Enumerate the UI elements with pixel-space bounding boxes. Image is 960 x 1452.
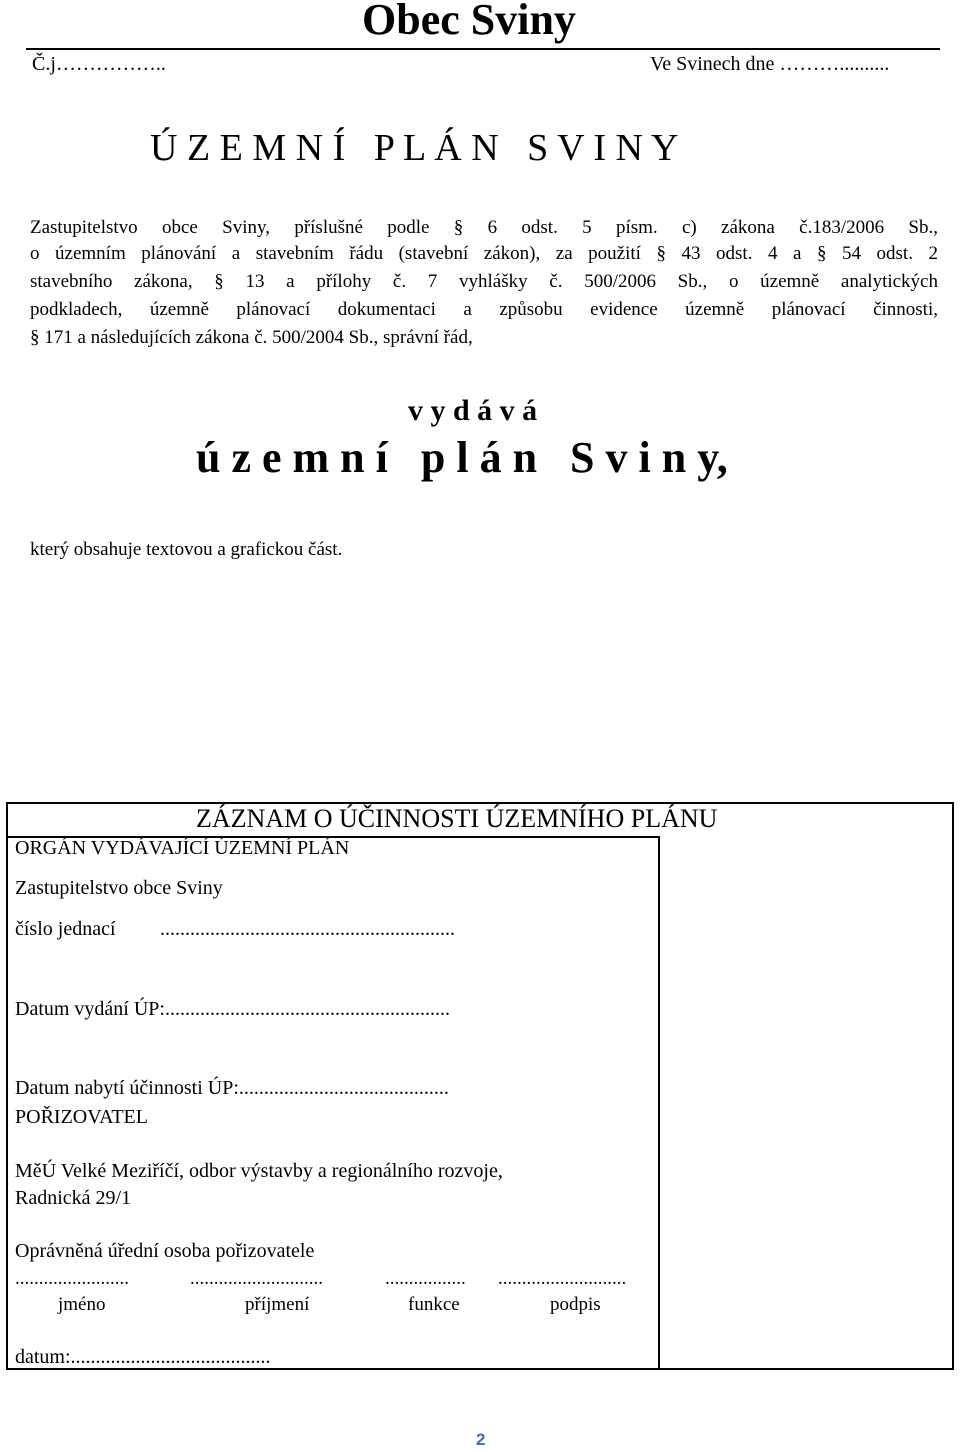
intro-line-4: podkladech, územně plánovací dokumentaci a způsobu evidence územně plánovací činnosti,: [30, 299, 938, 320]
signature-label-function: funkce: [408, 1294, 460, 1315]
official-heading: Oprávněná úřední osoba pořizovatele: [15, 1240, 315, 1262]
signature-label-signature: podpis: [550, 1294, 601, 1315]
page-number: 2: [476, 1430, 486, 1449]
procurer-heading: POŘIZOVATEL: [15, 1106, 148, 1128]
signature-dots-signature: ...........................: [498, 1268, 627, 1289]
record-title: ZÁZNAM O ÚČINNOSTI ÚZEMNÍHO PLÁNU: [196, 804, 718, 833]
issue-date: Datum vydání ÚP:.........................................................: [15, 998, 450, 1020]
signature-label-name: jméno: [58, 1294, 106, 1315]
signature-dots-name: ........................: [15, 1268, 129, 1289]
contents-note: který obsahuje textovou a grafickou část.: [30, 539, 343, 560]
header-rule: [26, 48, 940, 50]
record-date-line: datum:........................................: [15, 1346, 271, 1368]
effective-date: Datum nabytí účinnosti ÚP:..........................................: [15, 1077, 449, 1099]
procurer-address-line-1: MěÚ Velké Meziříčí, odbor výstavby a regionálního rozvoje,: [15, 1160, 503, 1182]
plan-title: ú z e m n í p l á n S v i n y,: [196, 433, 728, 482]
ref-value: ...........................................................: [160, 918, 455, 940]
municipality-title: Obec Sviny: [362, 0, 576, 44]
reference-number: Č.j……………..: [32, 53, 166, 75]
signature-dots-function: .................: [385, 1268, 466, 1289]
issuer-name: Zastupitelstvo obce Sviny: [15, 877, 223, 899]
intro-line-2: o územním plánování a stavebním řádu (stavební zákon), za použití § 43 odst. 4 a § 54 odst. 2: [30, 243, 938, 264]
intro-line-5: § 171 a následujících zákona č. 500/2004 Sb., správní řád,: [30, 327, 473, 348]
place-and-date: Ve Svinech dne ………..........: [650, 53, 890, 75]
intro-line-1: Zastupitelstvo obce Sviny, příslušné podle § 6 odst. 5 písm. c) zákona č.183/2006 Sb.,: [30, 217, 938, 238]
ref-label: číslo jednací: [15, 918, 116, 940]
procurer-address-line-2: Radnická 29/1: [15, 1187, 132, 1209]
issuer-heading: ORGÁN VYDÁVAJÍCÍ ÚZEMNÍ PLÁN: [15, 837, 350, 859]
issues-word: v y d á v á: [408, 394, 538, 427]
signature-dots-surname: ............................: [190, 1268, 323, 1289]
intro-line-3: stavebního zákona, § 13 a přílohy č. 7 vyhlášky č. 500/2006 Sb., o územně analytických: [30, 271, 938, 292]
document-heading: Ú Z E M N Í P L Á N S V I N Y: [150, 127, 679, 169]
record-stamp-column-divider: [658, 836, 660, 1370]
signature-label-surname: příjmení: [245, 1294, 310, 1315]
